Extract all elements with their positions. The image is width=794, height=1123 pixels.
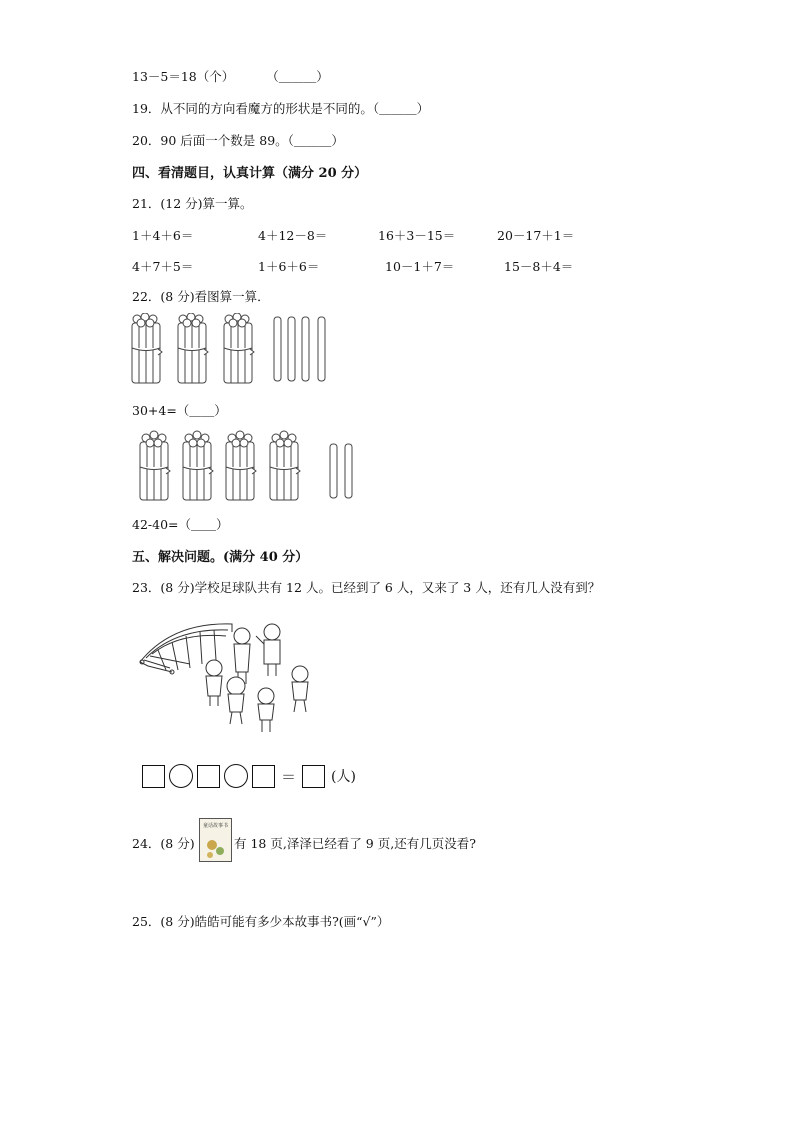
section-5-heading: 五、解决问题。(满分 40 分）	[132, 550, 309, 565]
answer-box-1[interactable]	[142, 765, 165, 788]
soccer-goal-children-image	[132, 612, 322, 736]
bundle-2	[183, 431, 213, 500]
q24-prefix: 24．(8 分)	[132, 836, 195, 851]
q24-text: 有 18 页,泽泽已经看了 9 页,还有几页没看?	[234, 836, 476, 851]
q22-title: 22．(8 分)看图算一算．	[132, 289, 270, 304]
item-19-text: 19．从不同的方向看魔方的形状是不同的。（＿＿＿）	[132, 101, 430, 116]
q25-title: 25．(8 分)皓皓可能有多少本故事书?(画“√”）	[132, 914, 390, 929]
q21-r2-c3: 10－1＋7＝	[385, 259, 455, 274]
bundle-4	[270, 431, 300, 500]
q21-title: 21．(12 分)算一算。	[132, 196, 253, 211]
section-4-heading: 四、看清题目，认真计算（满分 20 分）	[132, 166, 368, 181]
q21-r1-c1: 1＋4＋6＝	[132, 228, 194, 243]
bundle-1	[132, 313, 162, 383]
bundle-2	[178, 313, 208, 383]
child-2	[256, 624, 280, 676]
storybook-title: 童话故事书	[202, 823, 228, 829]
q21-r2-c1: 4＋7＋5＝	[132, 259, 194, 274]
item-20-text: 20．90 后面一个数是 89。（＿＿＿）	[132, 133, 344, 148]
single-sticks	[330, 444, 352, 498]
q23-title: 23．(8 分)学校足球队共有 12 人。已经到了 6 人，又来了 3 人，还有几人没有到？	[132, 580, 601, 595]
q21-r2-c2: 1＋6＋6＝	[258, 259, 320, 274]
child-5	[258, 688, 274, 732]
stick-bundles-image-2	[138, 430, 362, 502]
storybook-image	[199, 818, 232, 862]
child-6	[292, 666, 308, 712]
item-18-expression: 13－5＝18（个）	[132, 69, 235, 84]
item-18-text	[132, 67, 329, 85]
q23-answer-row	[142, 764, 356, 788]
child-3	[206, 660, 222, 706]
q21-r2-c4: 15－8＋4＝	[504, 259, 574, 274]
child-4	[227, 677, 245, 724]
operator-circle-1[interactable]	[169, 764, 193, 788]
q22-equation-2: 42-40=（＿＿）	[132, 517, 229, 532]
child-1	[234, 628, 250, 684]
q21-r1-c2: 4＋12－8＝	[258, 228, 328, 243]
equals-sign: ＝	[281, 767, 297, 786]
answer-box-3[interactable]	[252, 765, 275, 788]
stick-bundles-image-1	[130, 313, 330, 385]
unit-label: (人)	[331, 769, 356, 785]
q21-r1-c4: 20－17＋1＝	[497, 228, 575, 243]
q21-r1-c3: 16＋3－15＝	[378, 228, 456, 243]
operator-circle-2[interactable]	[224, 764, 248, 788]
storybook-cover-art	[200, 829, 231, 861]
bundle-3	[226, 431, 256, 500]
item-18-answer-blank[interactable]: （＿＿＿）	[266, 69, 329, 84]
q22-equation-1: 30+4=（＿＿）	[132, 403, 227, 418]
bundle-1	[140, 431, 170, 500]
bundle-3	[224, 313, 254, 383]
single-sticks	[274, 317, 325, 381]
result-box[interactable]	[302, 765, 325, 788]
answer-box-2[interactable]	[197, 765, 220, 788]
